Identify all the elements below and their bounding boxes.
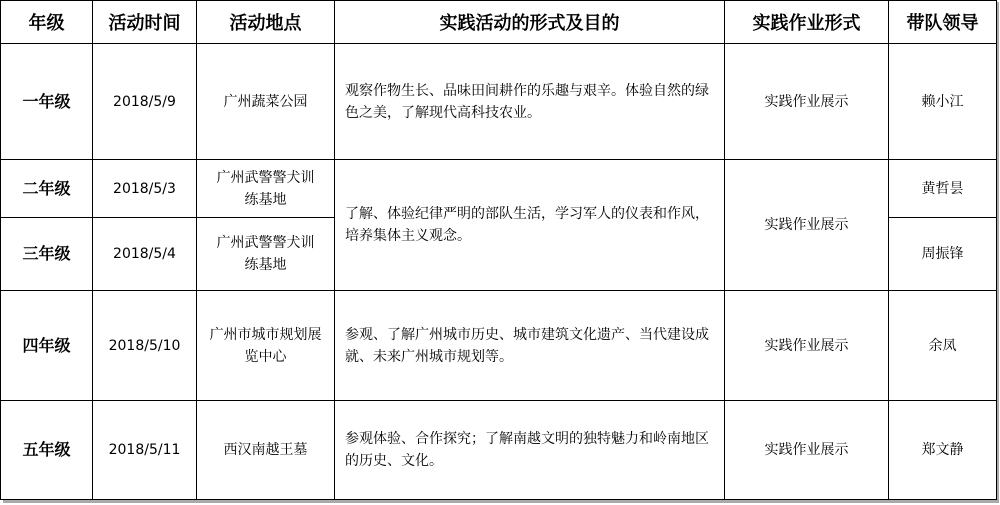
leader-cell: 余凤 [889, 291, 997, 401]
leader-cell: 黄哲昙 [889, 160, 997, 218]
table-row [1, 44, 997, 160]
table-shadow-bottom [3, 500, 999, 503]
leader-cell: 郑文静 [889, 401, 997, 500]
header-row [1, 1, 997, 44]
date-cell: 2018/5/4 [93, 218, 197, 291]
leader-cell: 赖小江 [889, 44, 997, 160]
grade-cell: 三年级 [1, 218, 93, 291]
header-date: 活动时间 [93, 1, 197, 44]
date-cell: 2018/5/3 [93, 160, 197, 218]
place-cell: 西汉南越王墓 [197, 401, 335, 500]
place-cell: 广州市城市规划展览中心 [197, 291, 335, 401]
date-cell: 2018/5/9 [93, 44, 197, 160]
grade-cell: 四年级 [1, 291, 93, 401]
header-purpose: 实践活动的形式及目的 [335, 1, 725, 44]
homework-cell: 实践作业展示 [725, 291, 889, 401]
header-place: 活动地点 [197, 1, 335, 44]
purpose-cell: 观察作物生长、品味田间耕作的乐趣与艰辛。体验自然的绿色之美，了解现代高科技农业。 [335, 44, 725, 160]
purpose-cell: 了解、体验纪律严明的部队生活，学习军人的仪表和作风，培养集体主义观念。 [335, 160, 725, 291]
leader-cell: 周振锋 [889, 218, 997, 291]
table-row [1, 291, 997, 401]
grade-cell: 二年级 [1, 160, 93, 218]
homework-cell: 实践作业展示 [725, 401, 889, 500]
purpose-cell: 参观、了解广州城市历史、城市建筑文化遗产、当代建设成就、未来广州城市规划等。 [335, 291, 725, 401]
header-homework: 实践作业形式 [725, 1, 889, 44]
table-row [1, 401, 997, 500]
purpose-cell: 参观体验、合作探究；了解南越文明的独特魅力和岭南地区的历史、文化。 [335, 401, 725, 500]
grade-cell: 五年级 [1, 401, 93, 500]
place-cell: 广州武警警犬训练基地 [197, 218, 335, 291]
homework-cell: 实践作业展示 [725, 160, 889, 291]
date-cell: 2018/5/11 [93, 401, 197, 500]
grade-cell: 一年级 [1, 44, 93, 160]
place-cell: 广州蔬菜公园 [197, 44, 335, 160]
place-cell: 广州武警警犬训练基地 [197, 160, 335, 218]
table-row [1, 160, 997, 218]
header-leader: 带队领导 [889, 1, 997, 44]
homework-cell: 实践作业展示 [725, 44, 889, 160]
date-cell: 2018/5/10 [93, 291, 197, 401]
header-grade: 年级 [1, 1, 93, 44]
